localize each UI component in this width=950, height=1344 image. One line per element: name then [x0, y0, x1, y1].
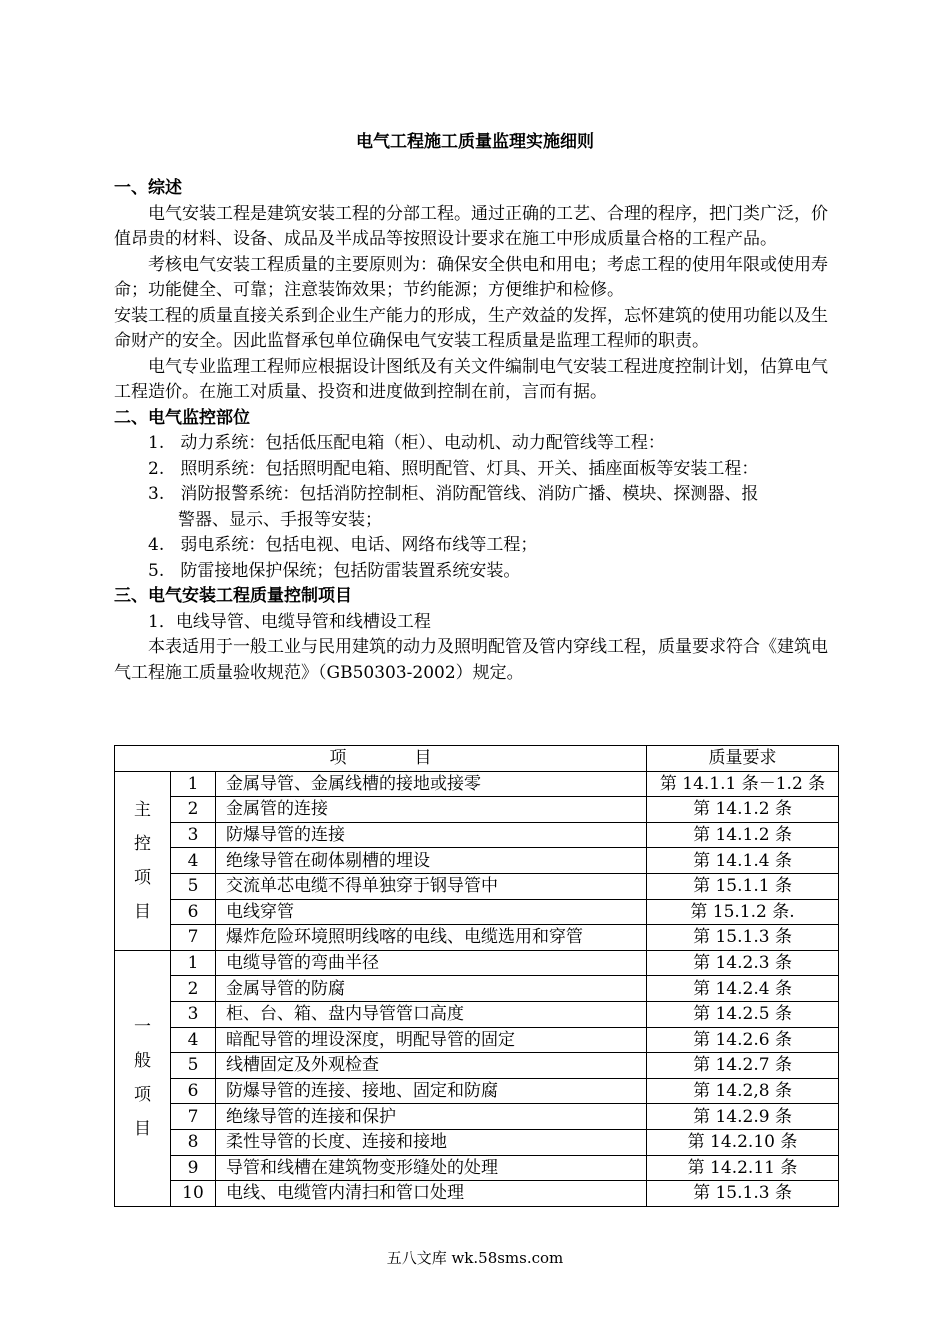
section-1-heading: 一、综述 — [114, 178, 182, 198]
row-requirement-cell: 第 15.1.1 条 — [647, 873, 839, 899]
section-2-item-1: 1. 动力系统：包括低压配电箱（柜）、电动机、动力配管线等工程： — [148, 433, 665, 453]
row-requirement-cell: 第 14.2.9 条 — [647, 1104, 839, 1130]
general-category-char: 般 — [134, 1051, 151, 1072]
row-item-cell: 金属导管、金属线槽的接地或接零 — [216, 771, 647, 797]
row-number-cell: 3 — [171, 822, 216, 848]
row-item-cell: 暗配导管的埋设深度，明配导管的固定 — [216, 1027, 647, 1053]
row-item-cell: 绝缘导管在砌体剔槽的埋设 — [216, 848, 647, 874]
row-number-cell: 4 — [171, 1027, 216, 1053]
main-control-category-char: 主 — [134, 799, 151, 820]
row-item-cell: 柜、台、箱、盘内导管管口高度 — [216, 1001, 647, 1027]
row-number-cell: 9 — [171, 1155, 216, 1181]
table-row — [115, 1104, 839, 1130]
section-3-paragraph-1: 本表适用于一般工业与民用建筑的动力及照明配管及管内穿线工程，质量要求符合《建筑电气工程施工质量验收规范》（GB50303-2002）规定。 — [114, 637, 828, 683]
table-row — [115, 1078, 839, 1104]
row-number-cell: 10 — [171, 1181, 216, 1207]
section-3-subheading-1: 1．电线导管、电缆导管和线槽设工程 — [148, 611, 431, 632]
row-requirement-cell: 第 15.1.3 条 — [647, 925, 839, 951]
row-requirement-cell: 第 14.2,8 条 — [647, 1078, 839, 1104]
row-item-cell: 绝缘导管的连接和保护 — [216, 1104, 647, 1130]
row-number-cell: 7 — [171, 1104, 216, 1130]
section-1-paragraph-2: 考核电气安装工程质量的主要原则为：确保安全供电和用电；考虑工程的使用年限或使用寿命；功能健全、可靠；注意装饰效果；节约能源；方便维护和检修。 — [114, 254, 828, 300]
row-requirement-cell: 第 14.2.5 条 — [647, 1001, 839, 1027]
row-requirement-cell: 第 14.1.2 条 — [647, 822, 839, 848]
row-requirement-cell: 第 14.1.1 条－1.2 条 — [647, 771, 839, 797]
section-1-paragraph-1: 电气安装工程是建筑安装工程的分部工程。通过正确的工艺、合理的程序，把门类广泛，价值昂贵的材料、设备、成品及半成品等按照设计要求在施工中形成质量合格的工程产品。 — [114, 203, 828, 249]
row-item-cell: 金属导管的防腐 — [216, 976, 647, 1002]
table-row — [115, 848, 839, 874]
row-requirement-cell: 第 14.2.7 条 — [647, 1053, 839, 1079]
row-item-cell: 金属管的连接 — [216, 797, 647, 823]
table-row — [115, 873, 839, 899]
section-1-paragraph-4: 电气专业监理工程师应根据设计图纸及有关文件编制电气安装工程进度控制计划，估算电气工程造价。在施工对质量、投资和进度做到控制在前，言而有据。 — [114, 356, 828, 402]
table-row — [115, 797, 839, 823]
main-control-category-char: 项 — [134, 867, 151, 888]
section-2-item-3-continued: 警器、显示、手报等安装； — [178, 509, 382, 530]
table-row — [115, 822, 839, 848]
row-item-cell: 防爆导管的连接、接地、固定和防腐 — [216, 1078, 647, 1104]
row-item-cell: 柔性导管的长度、连接和接地 — [216, 1129, 647, 1155]
document-title: 电气工程施工质量监理实施细则 — [356, 132, 594, 152]
row-requirement-cell: 第 14.1.4 条 — [647, 848, 839, 874]
section-1-paragraph-3: 安装工程的质量直接关系到企业生产能力的形成，生产效益的发挥，忘怀建筑的使用功能以及生命财产的安全。因此监督承包单位确保电气安装工程质量是监理工程师的职责。 — [114, 305, 828, 351]
row-requirement-cell: 第 14.2.10 条 — [647, 1129, 839, 1155]
section-2-heading: 二、电气监控部位 — [114, 407, 250, 428]
row-number-cell: 5 — [171, 873, 216, 899]
footer-watermark: 五八文库 wk.58sms.com — [386, 1249, 564, 1267]
header-item-cell: 项 目 — [115, 746, 647, 772]
row-item-cell: 防爆导管的连接 — [216, 822, 647, 848]
row-number-cell: 2 — [171, 976, 216, 1002]
table-row — [115, 976, 839, 1002]
general-category-char: 一 — [134, 1017, 151, 1038]
main-control-category-cell — [115, 771, 171, 950]
table-row — [115, 950, 839, 976]
row-number-cell: 4 — [171, 848, 216, 874]
section-2-item-5: 5. 防雷接地保护保统；包括防雷装置系统安装。 — [148, 560, 521, 581]
row-item-cell: 线槽固定及外观检查 — [216, 1053, 647, 1079]
row-requirement-cell: 第 15.1.3 条 — [647, 1181, 839, 1207]
row-requirement-cell: 第 14.2.3 条 — [647, 950, 839, 976]
row-item-cell: 爆炸危险环境照明线喀的电线、电缆选用和穿管 — [216, 925, 647, 951]
row-requirement-cell: 第 14.2.11 条 — [647, 1155, 839, 1181]
row-item-cell: 交流单芯电缆不得单独穿于钢导管中 — [216, 873, 647, 899]
row-number-cell: 7 — [171, 925, 216, 951]
main-control-category-char: 目 — [134, 901, 151, 922]
table-header-row — [115, 746, 839, 772]
section-3-heading: 三、电气安装工程质量控制项目 — [114, 586, 352, 606]
row-item-cell: 电缆导管的弯曲半径 — [216, 950, 647, 976]
general-category-char: 项 — [134, 1085, 151, 1106]
quality-requirements-table — [114, 745, 839, 1207]
table-row — [115, 899, 839, 925]
section-2-item-2: 2. 照明系统：包括照明配电箱、照明配管、灯具、开关、插座面板等安装工程： — [148, 458, 759, 479]
section-2-item-3: 3. 消防报警系统：包括消防控制柜、消防配管线、消防广播、模块、探测器、报 — [148, 484, 759, 504]
row-number-cell: 8 — [171, 1129, 216, 1155]
table-row — [115, 1129, 839, 1155]
table-row — [115, 1027, 839, 1053]
row-requirement-cell: 第 15.1.2 条. — [647, 899, 839, 925]
row-item-cell: 电线穿管 — [216, 899, 647, 925]
table-row — [115, 925, 839, 951]
table-row — [115, 1155, 839, 1181]
row-requirement-cell: 第 14.1.2 条 — [647, 797, 839, 823]
main-control-category-char: 控 — [134, 833, 151, 854]
row-number-cell: 2 — [171, 797, 216, 823]
body-text — [114, 176, 839, 686]
row-requirement-cell: 第 14.2.6 条 — [647, 1027, 839, 1053]
row-number-cell: 1 — [171, 950, 216, 976]
row-number-cell: 5 — [171, 1053, 216, 1079]
header-requirement-cell: 质量要求 — [647, 746, 839, 772]
row-number-cell: 3 — [171, 1001, 216, 1027]
row-item-cell: 电线、电缆管内清扫和管口处理 — [216, 1181, 647, 1207]
table-row — [115, 1181, 839, 1207]
table-row — [115, 1053, 839, 1079]
row-requirement-cell: 第 14.2.4 条 — [647, 976, 839, 1002]
row-item-cell: 导管和线槽在建筑物变形缝处的处理 — [216, 1155, 647, 1181]
table-row — [115, 771, 839, 797]
row-number-cell: 6 — [171, 899, 216, 925]
general-category-char: 目 — [134, 1119, 151, 1140]
row-number-cell: 6 — [171, 1078, 216, 1104]
row-number-cell: 1 — [171, 771, 216, 797]
section-2-item-4: 4. 弱电系统：包括电视、电话、网络布线等工程； — [148, 535, 538, 555]
general-category-cell — [115, 950, 171, 1206]
table-row — [115, 1001, 839, 1027]
